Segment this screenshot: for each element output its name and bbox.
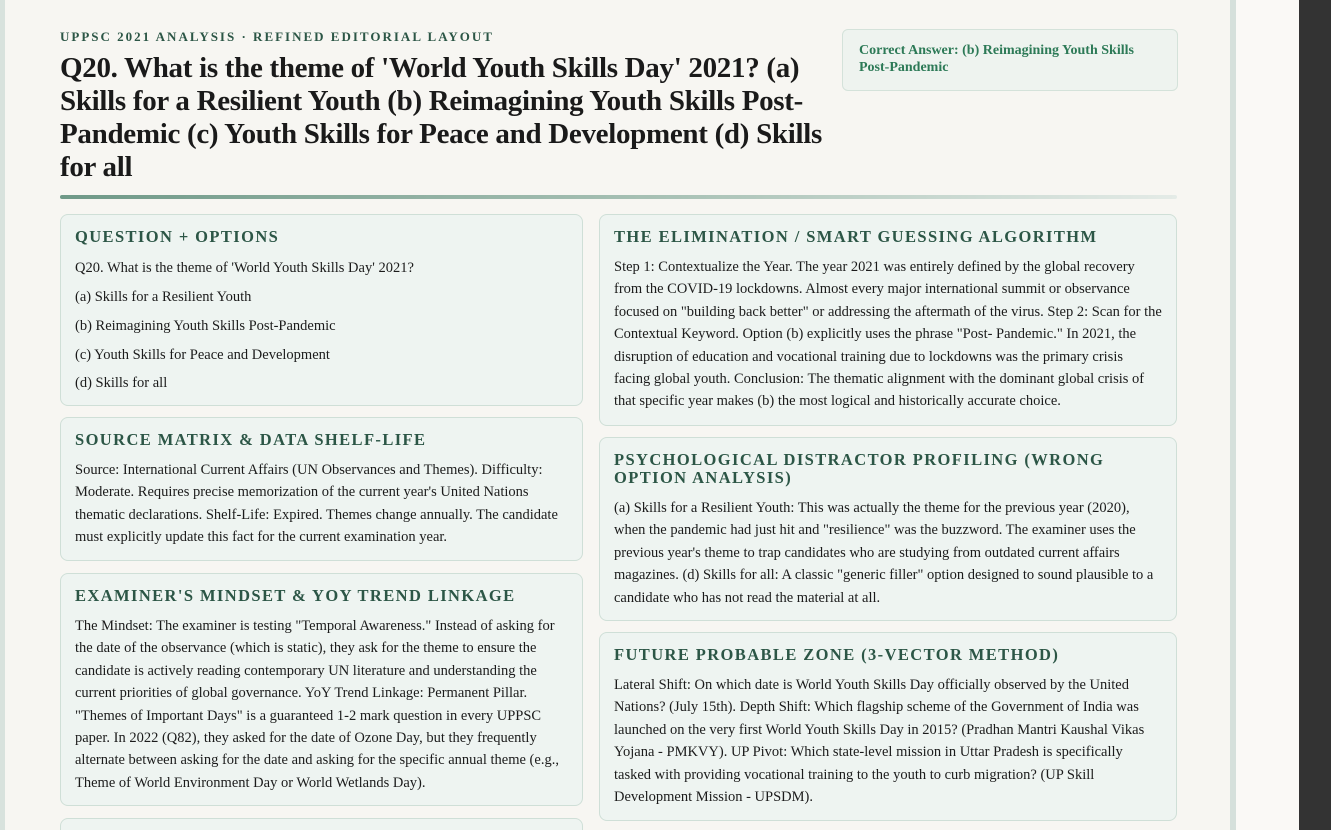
- card-heading: SOURCE MATRIX & DATA SHELF-LIFE: [75, 430, 427, 449]
- card-question-options: [60, 214, 583, 406]
- card-body: Lateral Shift: On which date is World Youth Skills Day officially observed by the United Nations? (July 15th). Depth Shift: Which flagship scheme of the Government of India was launched on the very first World Youth Skills Day in 2015? (Pradhan Mantri Kaushal Vikas Yojana - PMKVY). UP Pivot: Which state-level mission in Uttar Pradesh is specifically tasked with providing vocational training to the youth to curb migration? (UP Skill Development Mission - UPSDM).: [614, 677, 1145, 806]
- option-d: (d) Skills for all: [75, 375, 168, 392]
- card-heading: PSYCHOLOGICAL DISTRACTOR PROFILING (WRONG OPTION ANALYSIS): [614, 450, 1105, 487]
- card-elimination-algorithm: [599, 214, 1177, 426]
- question-text: Q20. What is the theme of 'World Youth Skills Day' 2021?: [75, 260, 414, 276]
- card-future-probable-zone: [599, 632, 1177, 821]
- page-right-edge: [1230, 0, 1236, 830]
- page-title: Q20. What is the theme of 'World Youth Skills Day' 2021? (a) Skills for a Resilient Youth (b) Reimagining Youth Skills Post-Pandemic (c) Youth Skills for Peace and Development (d) Skills for all: [60, 52, 822, 183]
- card-body: Step 1: Contextualize the Year. The year 2021 was entirely defined by the global recovery from the COVID-19 lockdowns. Almost every major international summit or observance focused on "building back better" or addressing the aftermath of the virus. Step 2: Scan for the Contextual Keyword. Option (b) explicitly uses the phrase "Post- Pandemic." In 2021, the disruption of education and vocational training due to lockdowns was the primary crisis facing global youth. Conclusion: The thematic alignment with the dominant global crisis of that specific year makes (b) the most logical and historically accurate choice.: [614, 259, 1162, 410]
- card-body: (a) Skills for a Resilient Youth: This was actually the theme for the previous year (2020), when the pandemic had just hit and "resilience" was the buzzword. The examiner uses the previous year's theme to trap candidates who are studying from outdated current affairs magazines. (d) Skills for all: A classic "generic filler" option designed to sound plausible to a candidate who has not read the material at all.: [614, 500, 1154, 606]
- card-heading: EXAMINER'S MINDSET & YOY TREND LINKAGE: [75, 586, 516, 605]
- card-body: Source: International Current Affairs (UN Observances and Themes). Difficulty: Moderate. Requires precise memorization of the current year's United Nations thematic declarations. Shelf-Life: Expired. Themes change annually. The candidate must explicitly update this fact for the current examination year.: [75, 462, 558, 546]
- option-b: (b) Reimagining Youth Skills Post-Pandemic: [75, 317, 336, 334]
- option-c: (c) Youth Skills for Peace and Development: [75, 346, 330, 363]
- card-body: The Mindset: The examiner is testing "Temporal Awareness." Instead of asking for the date of the observance (which is static), they ask for the theme to ensure the candidate is actively reading contemporary UN literature and understanding the current priorities of global governance. YoY Trend Linkage: Permanent Pillar. "Themes of Important Days" is a guaranteed 1-2 mark question in every UPPSC paper. In 2022 (Q82), they asked for the date of Ozone Day, but they frequently alternate between asking for the date and asking for the specific annual theme (e.g., Theme of World Environment Day or World Wetlands Day).: [75, 618, 559, 791]
- card-heading: FUTURE PROBABLE ZONE (3-VECTOR METHOD): [614, 645, 1060, 664]
- correct-answer-text: Correct Answer: (b) Reimagining Youth Skills Post-Pandemic: [859, 43, 1134, 75]
- header-divider: [60, 195, 1177, 199]
- dark-side-panel: [1299, 0, 1331, 830]
- card-heading: QUESTION + OPTIONS: [75, 227, 280, 246]
- correct-answer-box: [842, 29, 1178, 91]
- option-a: (a) Skills for a Resilient Youth: [75, 289, 252, 305]
- card-source-matrix: [60, 417, 583, 561]
- card-next-partial: [60, 818, 583, 830]
- card-distractor-profiling: [599, 437, 1177, 621]
- analysis-page: [5, 0, 1230, 830]
- card-examiner-mindset: [60, 573, 583, 806]
- page-kicker: UPPSC 2021 ANALYSIS · REFINED EDITORIAL LAYOUT: [60, 29, 494, 44]
- card-heading: THE ELIMINATION / SMART GUESSING ALGORITHM: [614, 227, 1098, 246]
